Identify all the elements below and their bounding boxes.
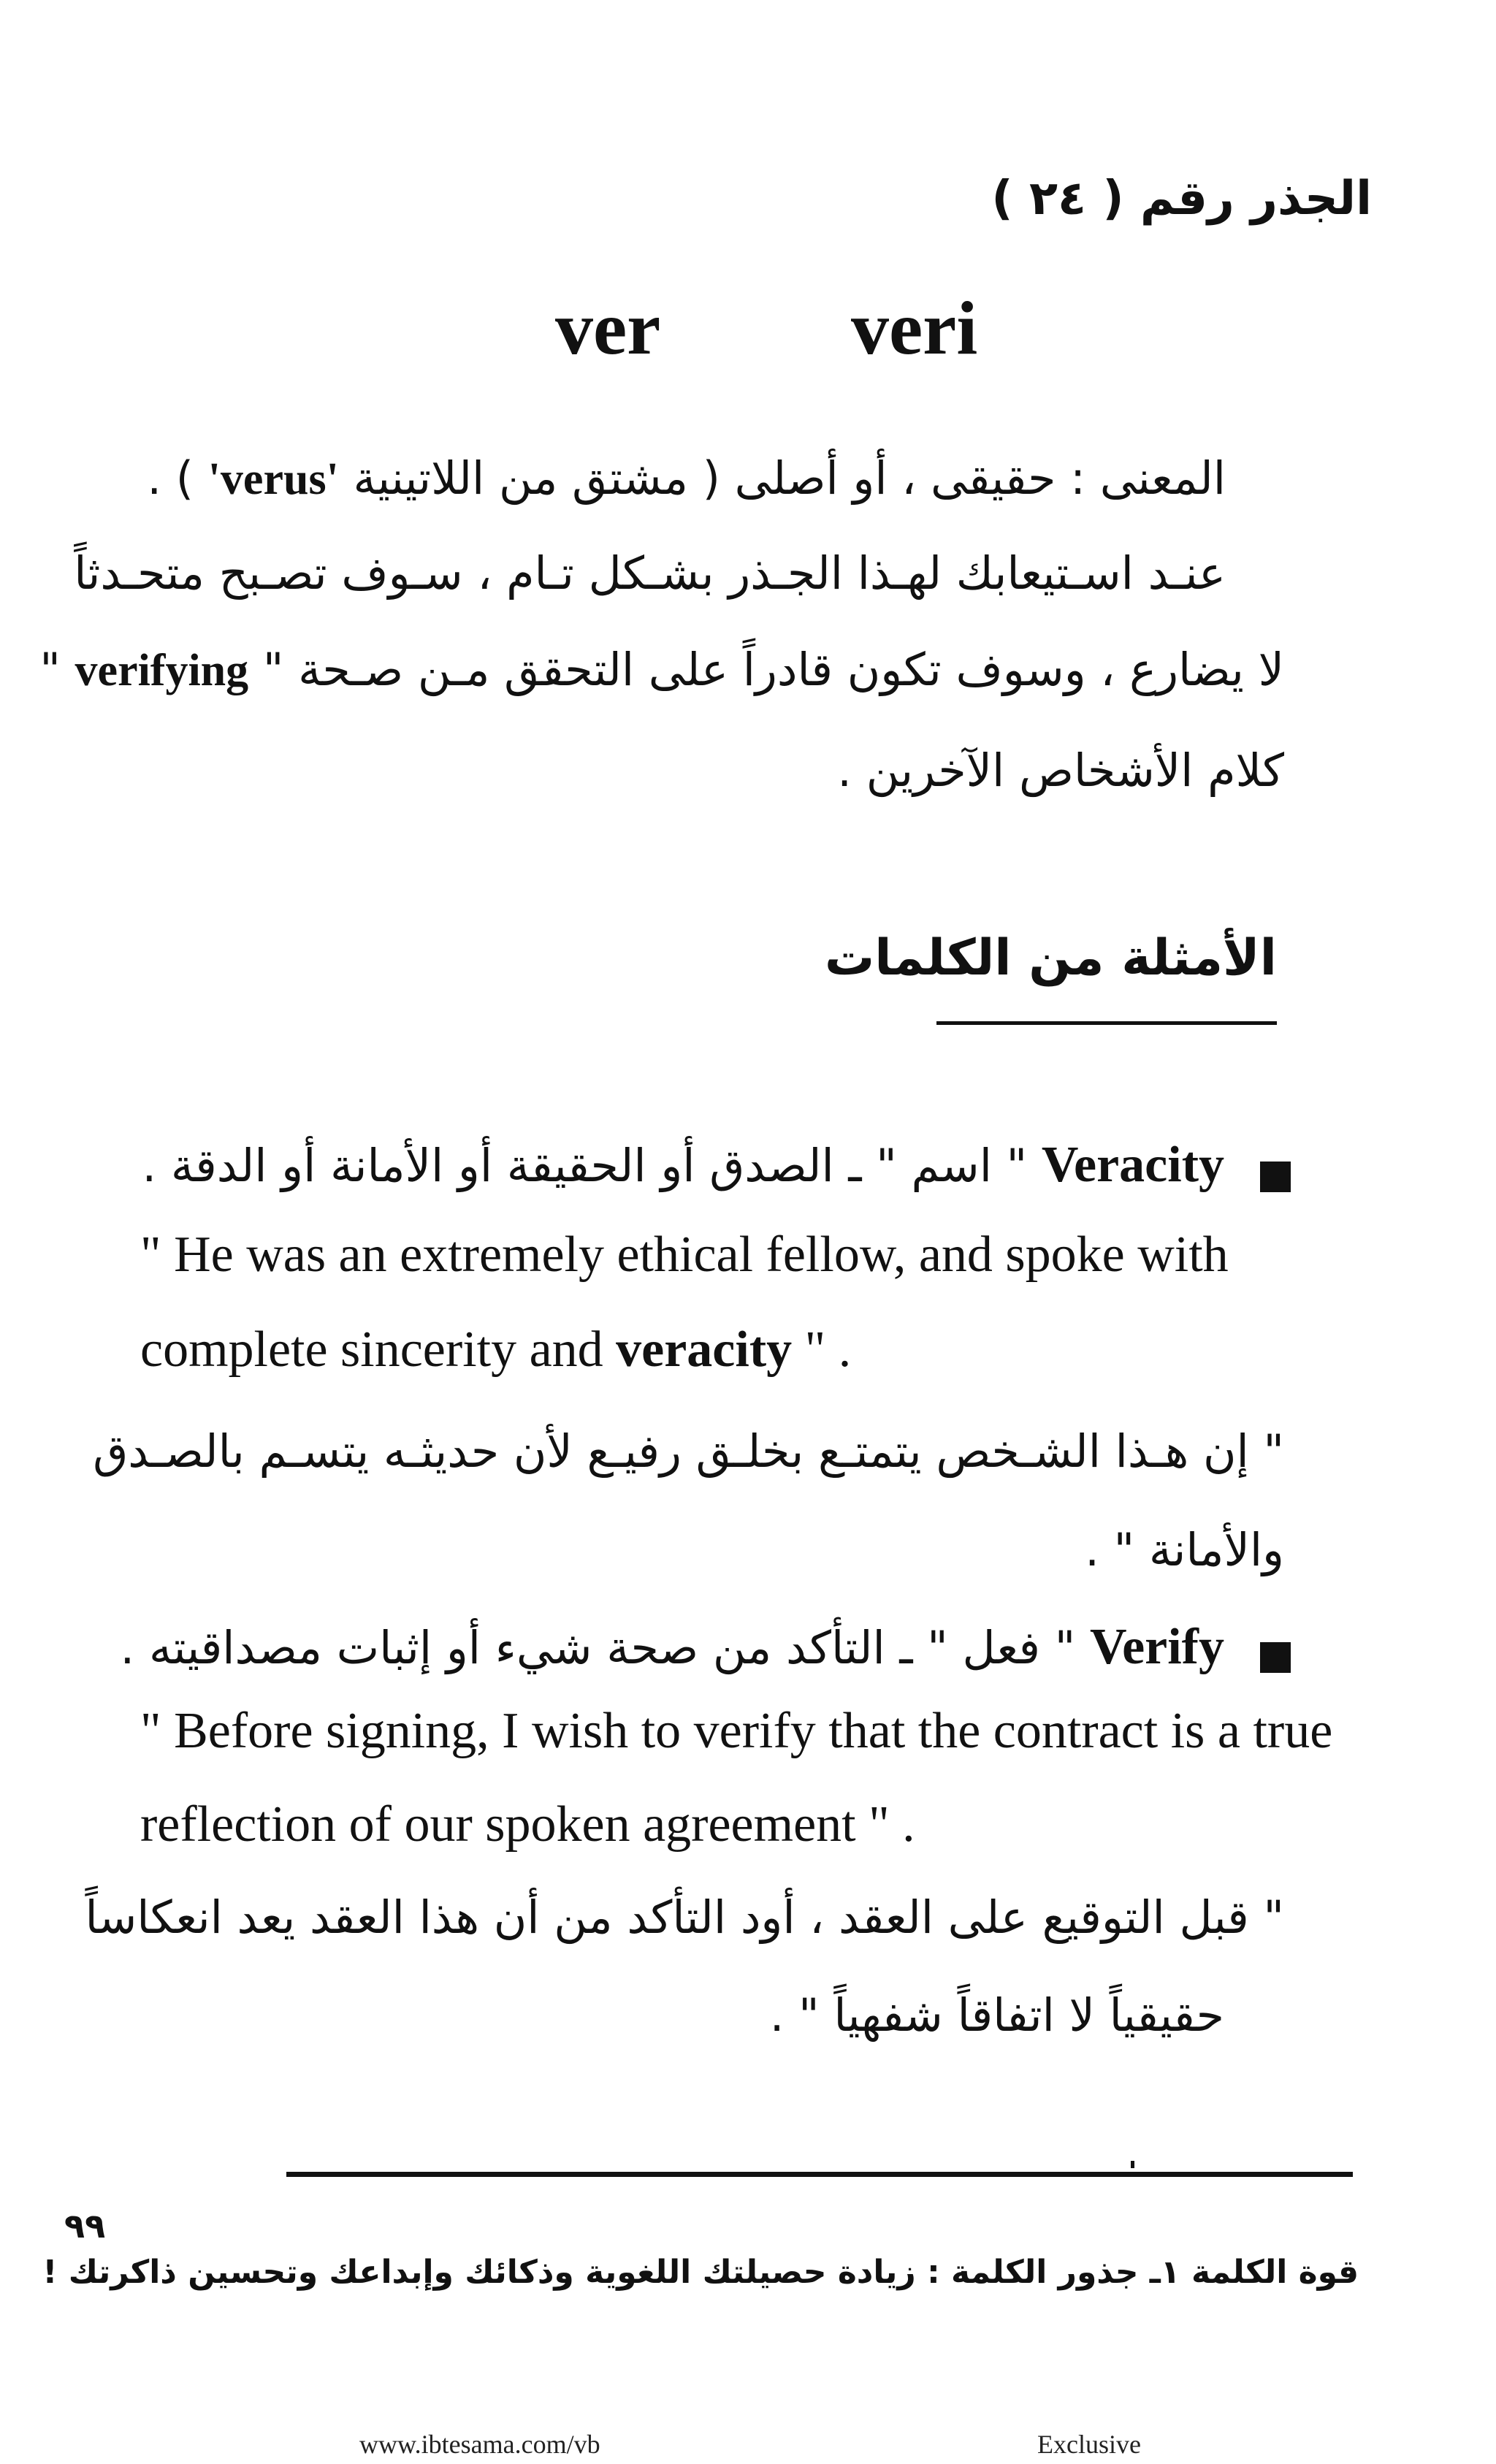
root-form-ver: ver xyxy=(555,286,661,370)
example-2-english-line-2: reflection of our spoken agreement " . xyxy=(140,1796,915,1853)
page-number: ٩٩ xyxy=(64,2206,106,2246)
example-1-arabic-line-2: والأمانة " . xyxy=(1085,1523,1284,1576)
watermark-site: www.ibtesama.com/vb xyxy=(359,2430,600,2459)
example-1-english-line-2 xyxy=(140,1321,851,1379)
example-1-definition-line xyxy=(142,1136,1225,1194)
example-1-english-text: complete sincerity and xyxy=(140,1321,617,1378)
example-2-term: Verify xyxy=(1089,1619,1224,1675)
heading-underline xyxy=(936,1021,1277,1025)
examples-heading: الأمثلة من الكلمات xyxy=(824,929,1277,987)
meaning-latin-term: 'verus' xyxy=(207,454,339,504)
book-title-footer: قوة الكلمة ١ـ جذور الكلمة : زيادة حصيلتك اللغوية وذكائك وإبداعك وتحسين ذاكرتك ! xyxy=(42,2254,1359,2291)
example-2-definition-line xyxy=(121,1618,1224,1677)
footer-rule xyxy=(286,2172,1353,2177)
example-2-definition: " فعل " ـ التأكد من صحة شيء أو إثبات مصداقيته . xyxy=(120,1621,1090,1674)
bullet-icon xyxy=(1260,1642,1291,1673)
meaning-line-3-text: لا يضارع ، وسوف تكون قادراً على التحقق مـن صـحة " xyxy=(248,643,1284,696)
root-form-veri: veri xyxy=(851,286,978,370)
example-1-definition: " اسم " ـ الصدق أو الحقيقة أو الأمانة أو الدقة . xyxy=(142,1139,1042,1192)
meaning-line-1-text: المعنى : حقيقى ، أو أصلى ( مشتق من اللاتينية xyxy=(338,451,1226,505)
example-1-english-line-1: " He was an extremely ethical fellow, and spoke with xyxy=(140,1227,1229,1283)
meaning-line-4: كلام الأشخاص الآخرين . xyxy=(837,744,1284,797)
watermark-label: Exclusive xyxy=(1037,2430,1141,2459)
example-2-english-line-1: " Before signing, I wish to verify that the contract is a true xyxy=(140,1703,1333,1759)
root-number-title: الجذر رقم ( ٢٤ ) xyxy=(991,172,1372,226)
bullet-icon xyxy=(1260,1162,1291,1192)
meaning-line-3-end: " xyxy=(39,643,75,696)
example-1-arabic-line-1: " إن هـذا الشـخص يتمتـع بخلـق رفيـع لأن حديثـه يتسـم بالصـدق xyxy=(93,1424,1284,1478)
meaning-verifying-term: verifying xyxy=(75,646,249,695)
meaning-line-1-end: ) . xyxy=(147,451,208,505)
example-1-english-end: " . xyxy=(792,1321,852,1378)
example-1-english-term: veracity xyxy=(616,1321,793,1378)
example-2-arabic-line-2: حقيقياً لا اتفاقاً شفهياً " . xyxy=(769,1988,1224,2042)
footer-mark xyxy=(1131,2161,1134,2168)
example-2-arabic-line-1: " قبل التوقيع على العقد ، أود التأكد من أن هذا العقد يعد انعكاساً xyxy=(85,1891,1284,1944)
meaning-line-2: عنـد اسـتيعابك لهـذا الجـذر بشـكل تـام ، سـوف تصـبح متحـدثاً xyxy=(74,546,1226,600)
meaning-line-1 xyxy=(147,451,1226,506)
example-1-term: Veracity xyxy=(1041,1137,1224,1193)
meaning-line-3 xyxy=(39,643,1284,697)
